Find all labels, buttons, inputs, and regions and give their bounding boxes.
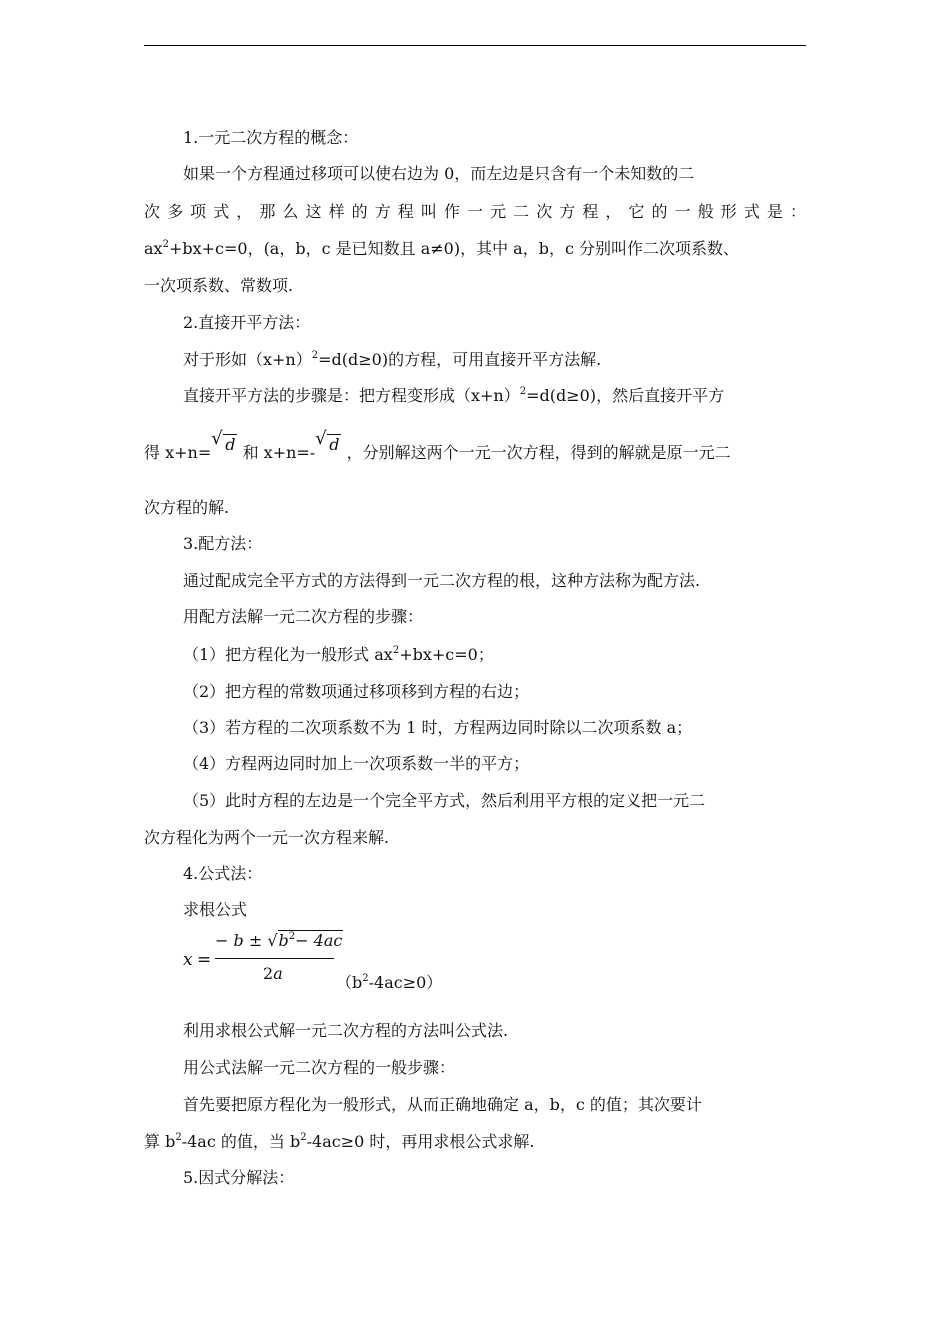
formula-denominator: 2a <box>263 964 283 983</box>
sqrt-d-1: √ d <box>211 428 236 454</box>
section-4-paragraph-5: 算 $b^2-4ac$ 的值，当 $b^2-4ac\ge 0$ 时，再用求根公式求解. <box>144 1132 535 1151</box>
section-3-step-4: （4）方程两边同时加上一次项系数一半的平方； <box>183 754 530 773</box>
section-1-title: 1.一元二次方程的概念： <box>183 128 359 147</box>
formula-fraction-bar <box>215 958 334 959</box>
formula-x: x <box>183 950 193 970</box>
section-1-paragraph-line-1: 如果一个方程通过移项可以使右边为 0，而左边是只含有一个未知数的二 <box>183 164 695 183</box>
section-1-paragraph-line-2: 次多项式，那么这样的方程叫作一元二次方程，它的一般形式是： <box>144 202 806 221</box>
section-3-step-5-line-1: （5）此时方程的左边是一个完全平方式，然后利用平方根的定义把一元二 <box>183 791 706 810</box>
formula-equals: = <box>197 950 212 970</box>
section-3-step-5-line-2: 次方程化为两个一元一次方程来解. <box>144 828 390 847</box>
section-3-paragraph-2: 用配方法解一元二次方程的步骤： <box>183 607 424 626</box>
section-1-paragraph-line-4: 一次项系数、常数项. <box>144 276 294 295</box>
section-3-paragraph-1: 通过配成完全平方式的方法得到一元二次方程的根，这种方法称为配方法. <box>183 571 701 590</box>
header-rule <box>144 45 806 46</box>
section-3-title: 3.配方法： <box>183 534 263 553</box>
section-4-paragraph-4: 首先要把原方程化为一般形式，从而正确地确定 a，b，c 的值；其次要计 <box>183 1095 702 1114</box>
section-3-step-1: （1）把方程化为一般形式 $ax^2+bx+c=0$； <box>183 645 494 664</box>
section-4-formula-label: 求根公式 <box>183 900 248 919</box>
section-2-paragraph-3: 得 x+n= √ d 和 x+n=- √ d ，分别解这两个一元一次方程，得到的解就是原一元二 <box>144 428 731 462</box>
section-4-title: 4.公式法： <box>183 864 263 883</box>
section-5-title: 5.因式分解法： <box>183 1168 295 1187</box>
section-4-paragraph-2: 利用求根公式解一元二次方程的方法叫公式法. <box>183 1021 509 1040</box>
section-2-paragraph-4: 次方程的解. <box>144 498 230 517</box>
section-2-title: 2.直接开平方法： <box>183 313 311 332</box>
formula-condition: $(b^2-4ac\ge 0)$ <box>336 973 443 992</box>
section-3-step-3: （3）若方程的二次项系数不为 1 时，方程两边同时除以二次项系数 a； <box>183 718 693 737</box>
section-2-paragraph-1: 对于形如$(x+n)^2=d(d\ge 0)$的方程，可用直接开平方法解. <box>183 350 602 369</box>
section-3-step-2: （2）把方程的常数项通过移项移到方程的右边； <box>183 682 530 701</box>
section-1-paragraph-line-3: $ax^2+bx+c=0$，(a，b，c 是已知数且 a≠0)，其中 a，b，c 分别叫作二次项系数、 <box>144 239 740 258</box>
formula-numerator: − $b \pm √b^2- 4ac$ <box>215 931 343 950</box>
section-2-paragraph-2: 直接开平方法的步骤是：把方程变形成$(x+n)^2=d(d\ge 0)$，然后直接开平方 <box>183 386 725 405</box>
section-4-paragraph-3: 用公式法解一元二次方程的一般步骤： <box>183 1058 456 1077</box>
sqrt-d-2: √ d <box>315 428 340 454</box>
